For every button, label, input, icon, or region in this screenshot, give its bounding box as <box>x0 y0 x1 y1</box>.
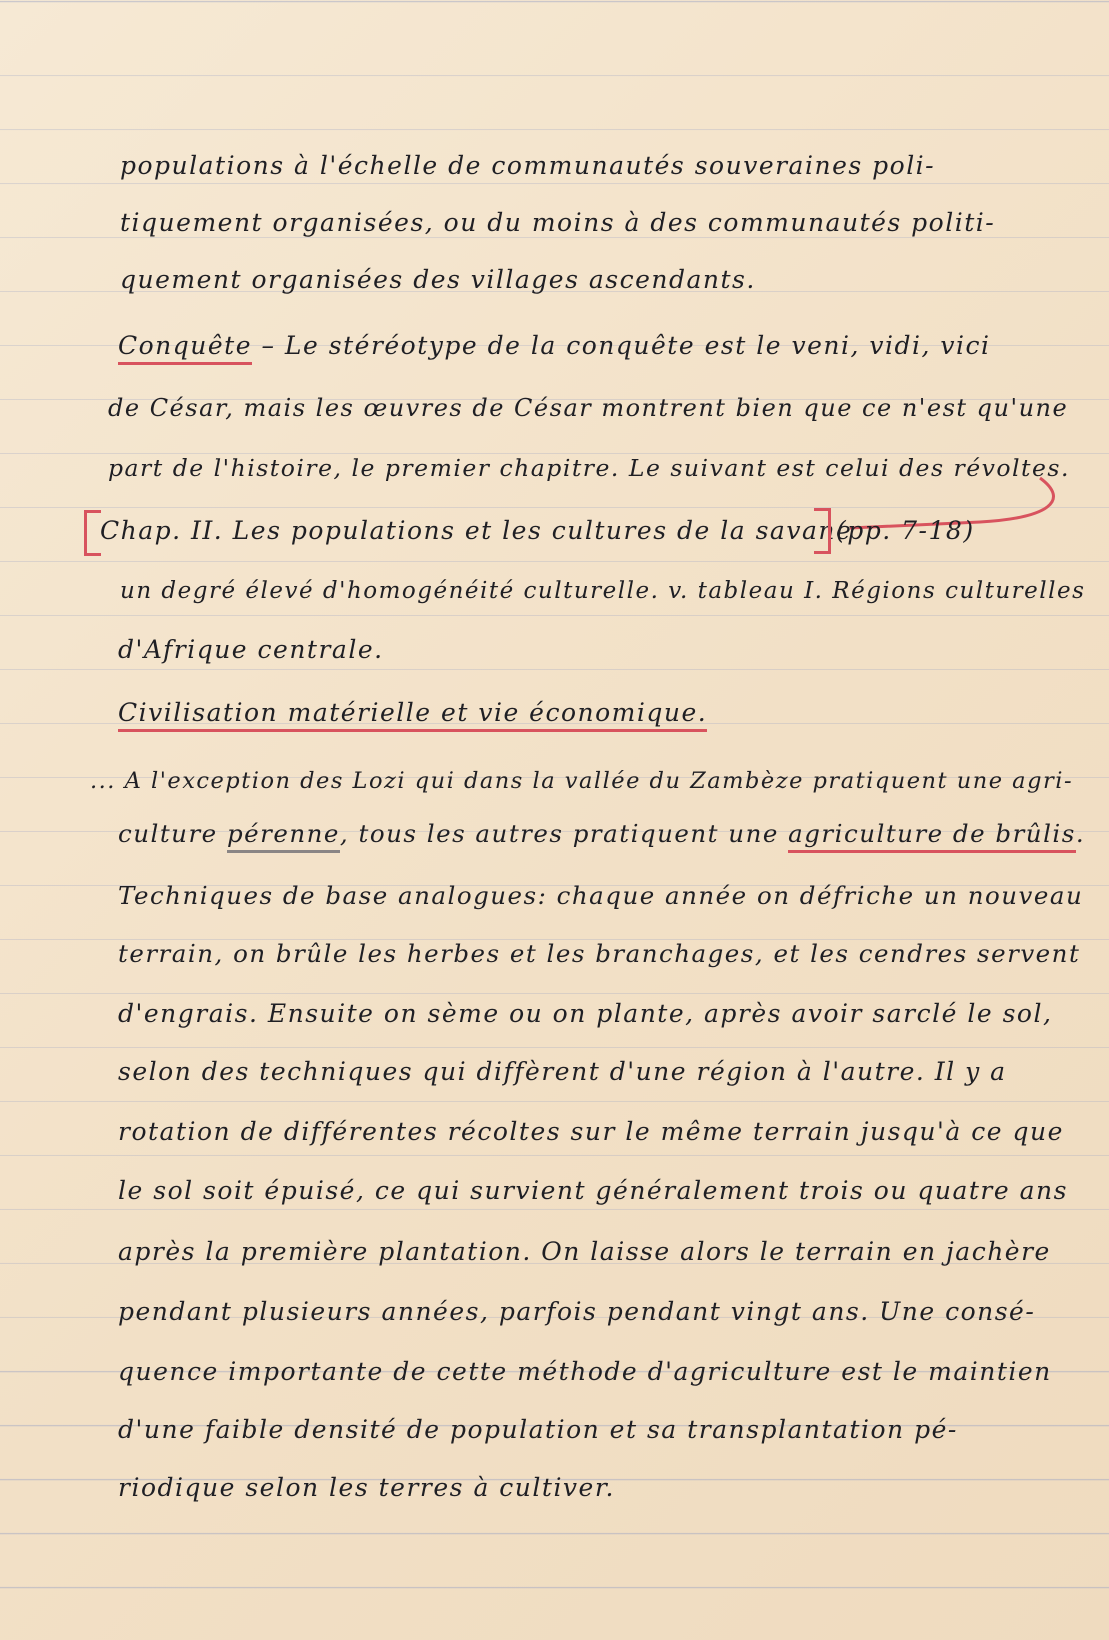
text-line: populations à l'échelle de communautés souveraines poli- <box>120 151 936 180</box>
heading-conquete: Conquête <box>118 331 252 365</box>
text-line: riodique selon les terres à cultiver. <box>118 1473 616 1502</box>
text-line: quement organisées des villages ascendants. <box>120 265 756 294</box>
text-run: – Le stéréotype de la conquête est le veni, vidi, vici <box>252 331 991 360</box>
underlined-agriculture-de-brulis: agriculture de brûlis <box>788 819 1076 853</box>
text-line: rotation de différentes récoltes sur le même terrain jusqu'à ce que <box>118 1117 1064 1146</box>
heading-civilisation: Civilisation matérielle et vie économique. <box>118 698 707 732</box>
chapter-title: Les populations et les cultures de la savane <box>223 516 853 545</box>
text-run: culture <box>118 819 227 848</box>
text-line: pendant plusieurs années, parfois pendant vingt ans. Une consé- <box>118 1297 1036 1326</box>
text-line: d'engrais. Ensuite on sème ou on plante, après avoir sarclé le sol, <box>118 999 1053 1028</box>
chapter-heading-line <box>100 515 852 547</box>
red-bracket-right <box>814 508 831 554</box>
section-heading-line <box>118 330 990 362</box>
text-line: terrain, on brûle les herbes et les branchages, et les cendres servent <box>118 939 1081 968</box>
text-line: de César, mais les œuvres de César montrent bien que ce n'est qu'une <box>108 394 1069 422</box>
text-line: un degré élevé d'homogénéité culturelle. v. tableau I. Régions culturelles <box>120 578 1086 604</box>
text-line: part de l'histoire, le premier chapitre. Le suivant est celui des révoltes. <box>108 454 1070 482</box>
text-line: d'une faible densité de population et sa transplantation pé- <box>118 1415 958 1444</box>
text-line: le sol soit épuisé, ce qui survient généralement trois ou quatre ans <box>118 1176 1068 1205</box>
text-line: Techniques de base analogues: chaque année on défriche un nouveau <box>118 881 1084 910</box>
red-bracket-left <box>84 510 101 556</box>
text-line: d'Afrique centrale. <box>118 635 384 664</box>
underlined-perenne: pérenne <box>227 819 340 853</box>
text-run: . <box>1075 819 1086 848</box>
text-line: quence importante de cette méthode d'agriculture est le maintien <box>118 1357 1052 1386</box>
text-run: , tous les autres pratiquent une <box>339 819 789 848</box>
text-line: ... A l'exception des Lozi qui dans la vallée du Zambèze pratiquent une agri- <box>90 768 1074 794</box>
text-line: après la première plantation. On laisse alors le terrain en jachère <box>118 1237 1051 1266</box>
section-heading-line <box>118 697 707 729</box>
text-line: tiquement organisées, ou du moins à des communautés politi- <box>120 208 996 237</box>
text-line: selon des techniques qui diffèrent d'une région à l'autre. Il y a <box>118 1057 1007 1086</box>
page-reference: (pp. 7-18) <box>836 516 975 545</box>
text-line <box>118 818 1085 850</box>
chapter-number: Chap. II. <box>100 516 224 545</box>
